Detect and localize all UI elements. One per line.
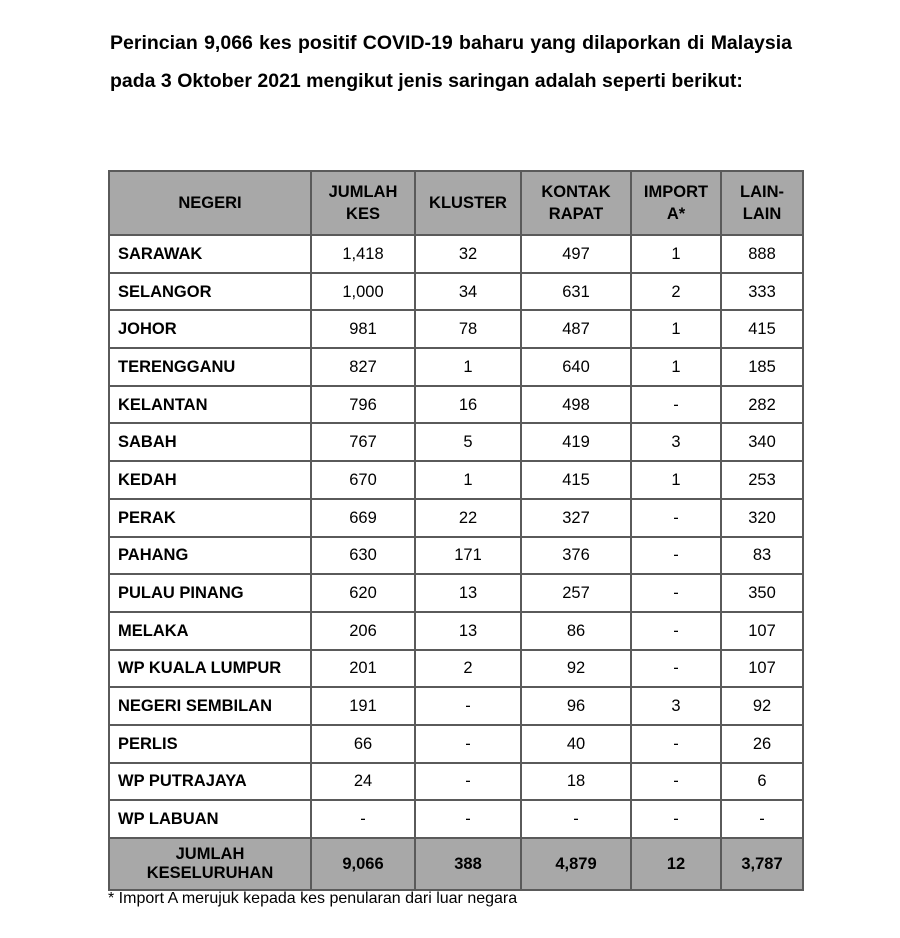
kontak-rapat-cell: 487 bbox=[521, 310, 631, 348]
state-cell: PERAK bbox=[109, 499, 311, 537]
import-a-cell: - bbox=[631, 725, 721, 763]
jumlah-kes-cell: 1,000 bbox=[311, 273, 415, 311]
kluster-cell: 171 bbox=[415, 537, 521, 575]
header-lain-lain: LAIN-LAIN bbox=[721, 171, 803, 235]
table-body bbox=[109, 235, 803, 838]
kontak-rapat-cell: 40 bbox=[521, 725, 631, 763]
state-cell: SABAH bbox=[109, 423, 311, 461]
table-row bbox=[109, 386, 803, 424]
import-a-cell: - bbox=[631, 574, 721, 612]
table-header-row bbox=[109, 171, 803, 235]
import-a-cell: - bbox=[631, 386, 721, 424]
table-row bbox=[109, 273, 803, 311]
lain-lain-cell: 107 bbox=[721, 612, 803, 650]
total-label: JUMLAH KESELURUHAN bbox=[109, 838, 311, 890]
lain-lain-cell: 92 bbox=[721, 687, 803, 725]
state-cell: JOHOR bbox=[109, 310, 311, 348]
kluster-cell: 32 bbox=[415, 235, 521, 273]
kontak-rapat-cell: 92 bbox=[521, 650, 631, 688]
kluster-cell: 1 bbox=[415, 461, 521, 499]
import-a-cell: - bbox=[631, 612, 721, 650]
kluster-cell: 13 bbox=[415, 574, 521, 612]
covid-cases-table bbox=[108, 170, 804, 891]
table-row bbox=[109, 800, 803, 838]
kontak-rapat-cell: 640 bbox=[521, 348, 631, 386]
lain-lain-cell: - bbox=[721, 800, 803, 838]
jumlah-kes-cell: 670 bbox=[311, 461, 415, 499]
total-lain: 3,787 bbox=[721, 838, 803, 890]
total-row bbox=[109, 838, 803, 890]
kontak-rapat-cell: 498 bbox=[521, 386, 631, 424]
import-a-cell: 1 bbox=[631, 310, 721, 348]
state-cell: WP PUTRAJAYA bbox=[109, 763, 311, 801]
footnote: * Import A merujuk kepada kes penularan dari luar negara bbox=[108, 890, 518, 907]
table-row bbox=[109, 650, 803, 688]
kontak-rapat-cell: - bbox=[521, 800, 631, 838]
kluster-cell: 5 bbox=[415, 423, 521, 461]
lain-lain-cell: 185 bbox=[721, 348, 803, 386]
lain-lain-cell: 340 bbox=[721, 423, 803, 461]
table-row bbox=[109, 461, 803, 499]
jumlah-kes-cell: 796 bbox=[311, 386, 415, 424]
lain-lain-cell: 350 bbox=[721, 574, 803, 612]
header-kontak-rapat: KONTAK RAPAT bbox=[521, 171, 631, 235]
state-cell: WP LABUAN bbox=[109, 800, 311, 838]
header-import-a: IMPORT A* bbox=[631, 171, 721, 235]
jumlah-kes-cell: 206 bbox=[311, 612, 415, 650]
import-a-cell: 3 bbox=[631, 423, 721, 461]
import-a-cell: - bbox=[631, 499, 721, 537]
header-negeri: NEGERI bbox=[109, 171, 311, 235]
import-a-cell: - bbox=[631, 537, 721, 575]
kontak-rapat-cell: 257 bbox=[521, 574, 631, 612]
lain-lain-cell: 6 bbox=[721, 763, 803, 801]
intro-paragraph: Perincian 9,066 kes positif COVID-19 baharu yang dilaporkan di Malaysia pada 3 Oktober 2021 mengikut jenis saringan adalah seperti berikut: bbox=[110, 32, 792, 92]
jumlah-kes-cell: 669 bbox=[311, 499, 415, 537]
state-cell: NEGERI SEMBILAN bbox=[109, 687, 311, 725]
state-cell: TERENGGANU bbox=[109, 348, 311, 386]
kontak-rapat-cell: 327 bbox=[521, 499, 631, 537]
jumlah-kes-cell: - bbox=[311, 800, 415, 838]
table-row bbox=[109, 687, 803, 725]
table-row bbox=[109, 499, 803, 537]
table-row bbox=[109, 725, 803, 763]
table-row bbox=[109, 763, 803, 801]
jumlah-kes-cell: 827 bbox=[311, 348, 415, 386]
table-row bbox=[109, 310, 803, 348]
kluster-cell: 16 bbox=[415, 386, 521, 424]
state-cell: PERLIS bbox=[109, 725, 311, 763]
kluster-cell: 34 bbox=[415, 273, 521, 311]
table-row bbox=[109, 348, 803, 386]
kontak-rapat-cell: 497 bbox=[521, 235, 631, 273]
lain-lain-cell: 333 bbox=[721, 273, 803, 311]
lain-lain-cell: 415 bbox=[721, 310, 803, 348]
table-row bbox=[109, 537, 803, 575]
state-cell: WP KUALA LUMPUR bbox=[109, 650, 311, 688]
import-a-cell: - bbox=[631, 763, 721, 801]
state-cell: SELANGOR bbox=[109, 273, 311, 311]
lain-lain-cell: 26 bbox=[721, 725, 803, 763]
lain-lain-cell: 253 bbox=[721, 461, 803, 499]
lain-lain-cell: 282 bbox=[721, 386, 803, 424]
import-a-cell: 2 bbox=[631, 273, 721, 311]
jumlah-kes-cell: 620 bbox=[311, 574, 415, 612]
kluster-cell: - bbox=[415, 687, 521, 725]
kontak-rapat-cell: 96 bbox=[521, 687, 631, 725]
jumlah-kes-cell: 1,418 bbox=[311, 235, 415, 273]
import-a-cell: - bbox=[631, 650, 721, 688]
kluster-cell: - bbox=[415, 800, 521, 838]
state-cell: PAHANG bbox=[109, 537, 311, 575]
state-cell: KELANTAN bbox=[109, 386, 311, 424]
jumlah-kes-cell: 981 bbox=[311, 310, 415, 348]
jumlah-kes-cell: 201 bbox=[311, 650, 415, 688]
import-a-cell: 3 bbox=[631, 687, 721, 725]
jumlah-kes-cell: 191 bbox=[311, 687, 415, 725]
kluster-cell: 22 bbox=[415, 499, 521, 537]
kontak-rapat-cell: 419 bbox=[521, 423, 631, 461]
kluster-cell: 2 bbox=[415, 650, 521, 688]
table-row bbox=[109, 574, 803, 612]
kluster-cell: 1 bbox=[415, 348, 521, 386]
kluster-cell: 78 bbox=[415, 310, 521, 348]
jumlah-kes-cell: 630 bbox=[311, 537, 415, 575]
jumlah-kes-cell: 767 bbox=[311, 423, 415, 461]
state-cell: MELAKA bbox=[109, 612, 311, 650]
state-cell: KEDAH bbox=[109, 461, 311, 499]
import-a-cell: 1 bbox=[631, 461, 721, 499]
total-import: 12 bbox=[631, 838, 721, 890]
header-jumlah-kes: JUMLAH KES bbox=[311, 171, 415, 235]
kontak-rapat-cell: 376 bbox=[521, 537, 631, 575]
kluster-cell: - bbox=[415, 725, 521, 763]
kontak-rapat-cell: 86 bbox=[521, 612, 631, 650]
kontak-rapat-cell: 631 bbox=[521, 273, 631, 311]
state-cell: PULAU PINANG bbox=[109, 574, 311, 612]
table-row bbox=[109, 235, 803, 273]
state-cell: SARAWAK bbox=[109, 235, 311, 273]
lain-lain-cell: 107 bbox=[721, 650, 803, 688]
import-a-cell: 1 bbox=[631, 348, 721, 386]
kluster-cell: - bbox=[415, 763, 521, 801]
kontak-rapat-cell: 18 bbox=[521, 763, 631, 801]
kontak-rapat-cell: 415 bbox=[521, 461, 631, 499]
import-a-cell: 1 bbox=[631, 235, 721, 273]
total-jumlah: 9,066 bbox=[311, 838, 415, 890]
kluster-cell: 13 bbox=[415, 612, 521, 650]
jumlah-kes-cell: 24 bbox=[311, 763, 415, 801]
lain-lain-cell: 320 bbox=[721, 499, 803, 537]
table-row bbox=[109, 423, 803, 461]
lain-lain-cell: 888 bbox=[721, 235, 803, 273]
import-a-cell: - bbox=[631, 800, 721, 838]
lain-lain-cell: 83 bbox=[721, 537, 803, 575]
jumlah-kes-cell: 66 bbox=[311, 725, 415, 763]
header-kluster: KLUSTER bbox=[415, 171, 521, 235]
total-kluster: 388 bbox=[415, 838, 521, 890]
table-row bbox=[109, 612, 803, 650]
total-kontak: 4,879 bbox=[521, 838, 631, 890]
